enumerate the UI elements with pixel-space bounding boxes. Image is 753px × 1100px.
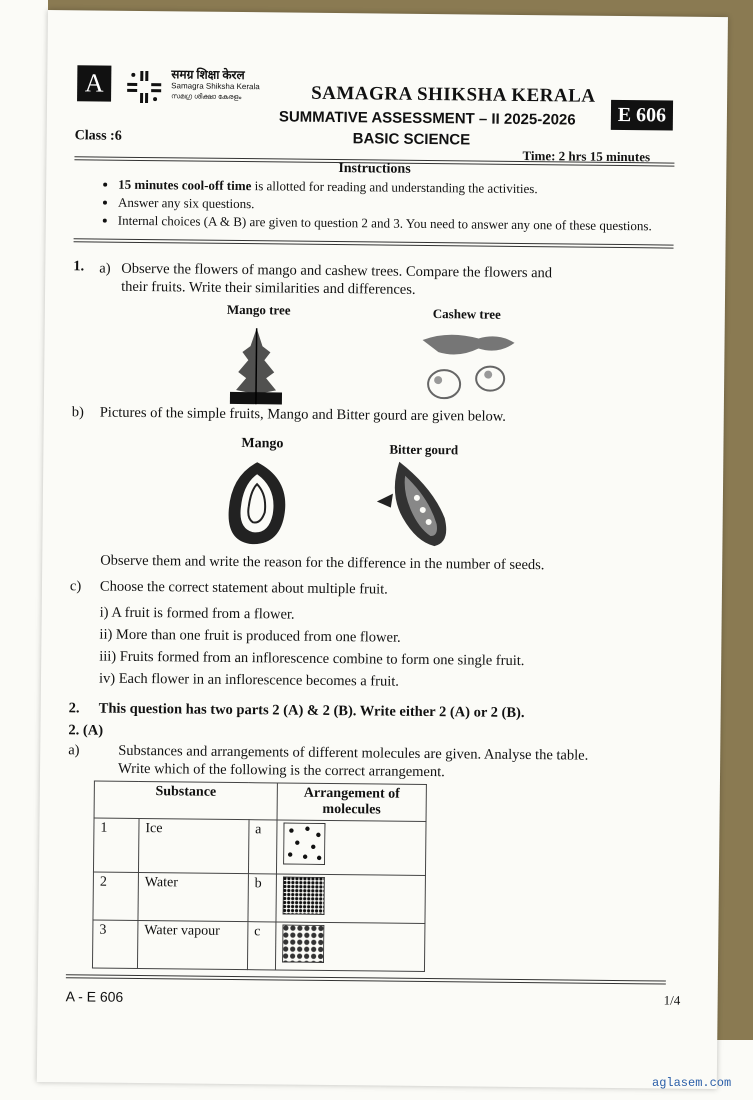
substance-name: Water vapour [137, 920, 247, 969]
molecule-arrangement-table [92, 781, 427, 972]
option-item: ii) More than one fruit is produced from one flower. [99, 626, 401, 646]
close-molecules-image [282, 925, 324, 963]
bitter-gourd-section-image [372, 457, 453, 552]
substance-name: Water [138, 872, 248, 921]
image-caption: Bitter gourd [389, 441, 459, 458]
row-number: 1 [93, 818, 139, 872]
subpart-label: c) [69, 578, 82, 595]
question-part: 2. (A) [68, 722, 104, 739]
instruction-item: • Answer any six questions. [118, 195, 698, 217]
instructions-list [96, 175, 699, 237]
watermark: aglasem.com [652, 1076, 732, 1090]
arrangement-cell [276, 874, 425, 924]
packed-molecules-image [283, 877, 325, 915]
instruction-item: • Internal choices (A & B) are given to question 2 and 3. You need to answer any one of these questions. [118, 213, 698, 235]
series-badge: A [77, 65, 111, 101]
table-row [92, 920, 424, 971]
row-number: 2 [93, 872, 138, 920]
column-header: Arrangement of molecules [277, 783, 426, 822]
question-heading: This question has two parts 2 (A) & 2 (B). Write either 2 (A) or 2 (B). [98, 700, 525, 722]
question-text: Observe the flowers of mango and cashew trees. Compare the flowers and [121, 260, 553, 282]
exam-title: SUMMATIVE ASSESSMENT – II 2025-2026 [278, 108, 576, 129]
scattered-molecules-image [283, 823, 325, 865]
question-text: Choose the correct statement about multiple fruit. [99, 578, 388, 598]
row-number: 3 [92, 920, 137, 968]
logo-text-hindi: समग्र शिक्षा केरल [171, 67, 245, 83]
cashew-tree-flower-image [418, 328, 519, 409]
option-item: iv) Each flower in an inflorescence becomes a fruit. [98, 670, 400, 690]
table-row [93, 818, 426, 875]
question-text: their fruits. Write their similarities and differences. [121, 278, 416, 298]
question-number: 1. [73, 258, 85, 275]
subpart-label: a) [68, 742, 80, 759]
subject-title: BASIC SCIENCE [352, 130, 471, 149]
option-item: i) A fruit is formed from a flower. [99, 604, 295, 623]
subpart-label: a) [99, 260, 111, 277]
footer-paper-code: A - E 606 [65, 988, 124, 1005]
exam-paper [37, 10, 728, 1089]
instructions-title: Instructions [338, 161, 411, 177]
table-header-row [94, 781, 426, 821]
arrangement-cell [275, 922, 424, 972]
question-text: Write which of the following is the correct arrangement. [117, 760, 445, 781]
time-label: Time: 2 hrs 15 minutes [522, 147, 651, 165]
column-header: Substance [94, 781, 277, 820]
option-letter: b [248, 874, 277, 922]
footer-page-number: 1/4 [663, 992, 681, 1008]
instruction-item: • 15 minutes cool-off time is allotted for reading and understanding the activities. [118, 177, 698, 199]
image-caption: Mango [241, 436, 284, 452]
image-caption: Mango tree [226, 301, 291, 318]
logo-text-malayalam: സമഗ്ര ശിക്ഷാ കേരളം [171, 93, 242, 102]
mango-fruit-section-image [222, 458, 293, 549]
question-text: Pictures of the simple fruits, Mango and Bitter gourd are given below. [99, 404, 507, 425]
paper-code-badge: E 606 [611, 100, 673, 131]
organisation-title: SAMAGRA SHIKSHA KERALA [311, 82, 596, 107]
substance-name: Ice [138, 818, 248, 873]
option-letter: a [248, 820, 277, 874]
subpart-label: b) [71, 404, 84, 421]
option-item: iii) Fruits formed from an inflorescence combine to form one single fruit. [99, 648, 525, 670]
samagra-shiksha-logo [125, 63, 275, 113]
table-row [93, 872, 425, 923]
option-letter: c [247, 922, 276, 970]
question-text: Observe them and write the reason for the difference in the number of seeds. [100, 552, 545, 574]
arrangement-cell [276, 820, 426, 876]
logo-mark-icon [125, 69, 163, 105]
class-label: Class :6 [74, 128, 122, 144]
mango-tree-flower-image [226, 324, 287, 407]
image-caption: Cashew tree [432, 306, 501, 322]
logo-text-english: Samagra Shiksha Kerala [171, 81, 260, 92]
question-number: 2. [68, 700, 80, 717]
question-text: Substances and arrangements of different molecules are given. Analyse the table. [118, 742, 589, 764]
